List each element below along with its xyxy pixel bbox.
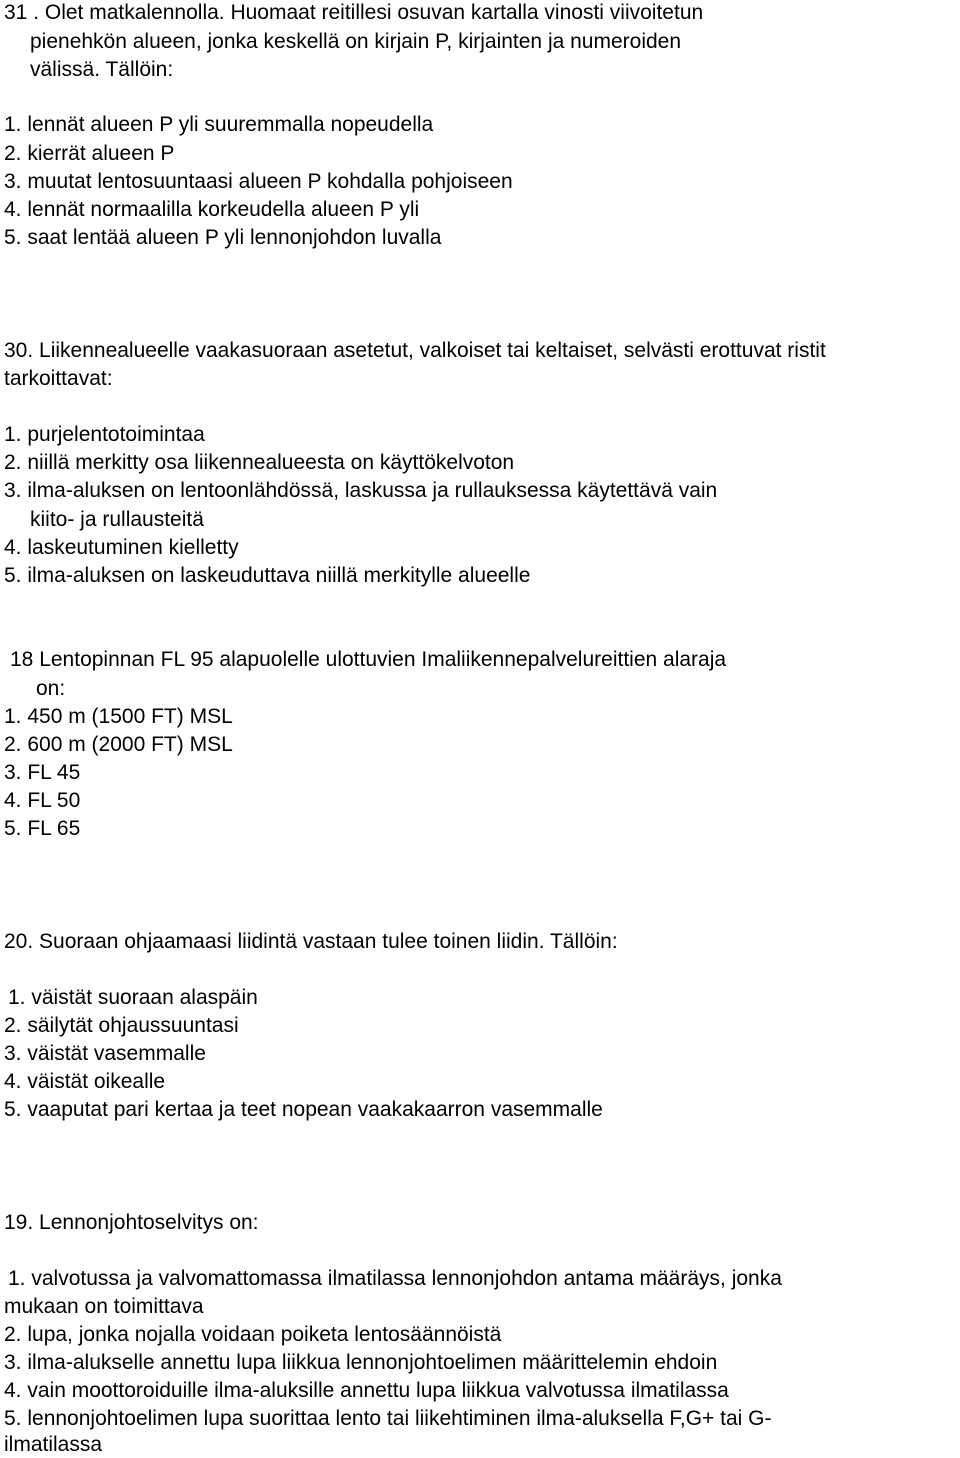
q30-option-1: 1. purjelentotoimintaa: [4, 423, 205, 446]
q18-option-5: 5. FL 65: [4, 817, 81, 840]
q19-option-3: 3. ilma-alukselle annettu lupa liikkua lennonjohtoelimen määrittelemin ehdoin: [4, 1351, 718, 1374]
q30-option-3: 3. ilma-aluksen on lentoonlähdössä, laskussa ja rullauksessa käytettävä vain: [4, 479, 718, 502]
q20-option-4: 4. väistät oikealle: [4, 1070, 166, 1093]
q30-option-4: 4. laskeutuminen kielletty: [4, 536, 239, 559]
q18-question-line-2: on:: [36, 677, 66, 700]
q20-option-1: 1. väistät suoraan alaspäin: [8, 986, 258, 1009]
q19-option-2: 2. lupa, jonka nojalla voidaan poiketa lentosäännöistä: [4, 1323, 502, 1346]
q31-option-4: 4. lennät normaalilla korkeudella alueen P yli: [4, 198, 420, 221]
q20-option-5: 5. vaaputat pari kertaa ja teet nopean vaakakaarron vasemmalle: [4, 1098, 603, 1121]
q31-question-line-1: 31 . Olet matkalennolla. Huomaat reitillesi osuvan kartalla vinosti viivoitetun: [4, 1, 704, 24]
q30-question-line-2: tarkoittavat:: [4, 367, 113, 390]
q19-option-5: 5. lennonjohtoelimen lupa suorittaa lento tai liikehtiminen ilma-aluksella F,G+ tai G-: [4, 1407, 772, 1430]
q18-option-1: 1. 450 m (1500 FT) MSL: [4, 705, 233, 728]
q20-question-line-1: 20. Suoraan ohjaamaasi liidintä vastaan tulee toinen liidin. Tällöin:: [4, 930, 618, 953]
q19-option-1: 1. valvotussa ja valvomattomassa ilmatilassa lennonjohdon antama määräys, jonka: [8, 1267, 782, 1290]
q30-question-line-1: 30. Liikennealueelle vaakasuoraan asetetut, valkoiset tai keltaiset, selvästi erottuvat ristit: [4, 339, 826, 362]
q31-option-5: 5. saat lentää alueen P yli lennonjohdon luvalla: [4, 226, 442, 249]
q31-question-line-2: pienehkön alueen, jonka keskellä on kirjain P, kirjainten ja numeroiden: [30, 30, 682, 53]
q18-option-4: 4. FL 50: [4, 789, 81, 812]
q30-option-5: 5. ilma-aluksen on laskeuduttava niillä merkitylle alueelle: [4, 564, 531, 587]
q18-option-2: 2. 600 m (2000 FT) MSL: [4, 733, 233, 756]
q20-option-2: 2. säilytät ohjaussuuntasi: [4, 1014, 239, 1037]
q18-option-3: 3. FL 45: [4, 761, 81, 784]
q31-option-1: 1. lennät alueen P yli suuremmalla nopeudella: [4, 113, 434, 136]
q31-option-2: 2. kierrät alueen P: [4, 142, 175, 165]
q18-question-line-1: 18 Lentopinnan FL 95 alapuolelle ulottuvien Imaliikennepalvelureittien alaraja: [10, 648, 727, 671]
q30-option-2: 2. niillä merkitty osa liikennealueesta on käyttökelvoton: [4, 451, 515, 474]
q31-question-line-3: välissä. Tällöin:: [30, 58, 174, 81]
q31-option-3: 3. muutat lentosuuntaasi alueen P kohdalla pohjoiseen: [4, 170, 513, 193]
q19-option-5-continued: ilmatilassa: [4, 1433, 103, 1456]
q19-option-1-continued: mukaan on toimittava: [4, 1295, 204, 1318]
q20-option-3: 3. väistät vasemmalle: [4, 1042, 206, 1065]
q30-option-3-continued: kiito- ja rullausteitä: [30, 508, 204, 531]
q19-question-line-1: 19. Lennonjohtoselvitys on:: [4, 1211, 259, 1234]
q19-option-4: 4. vain moottoroiduille ilma-aluksille annettu lupa liikkua valvotussa ilmatilassa: [4, 1379, 729, 1402]
